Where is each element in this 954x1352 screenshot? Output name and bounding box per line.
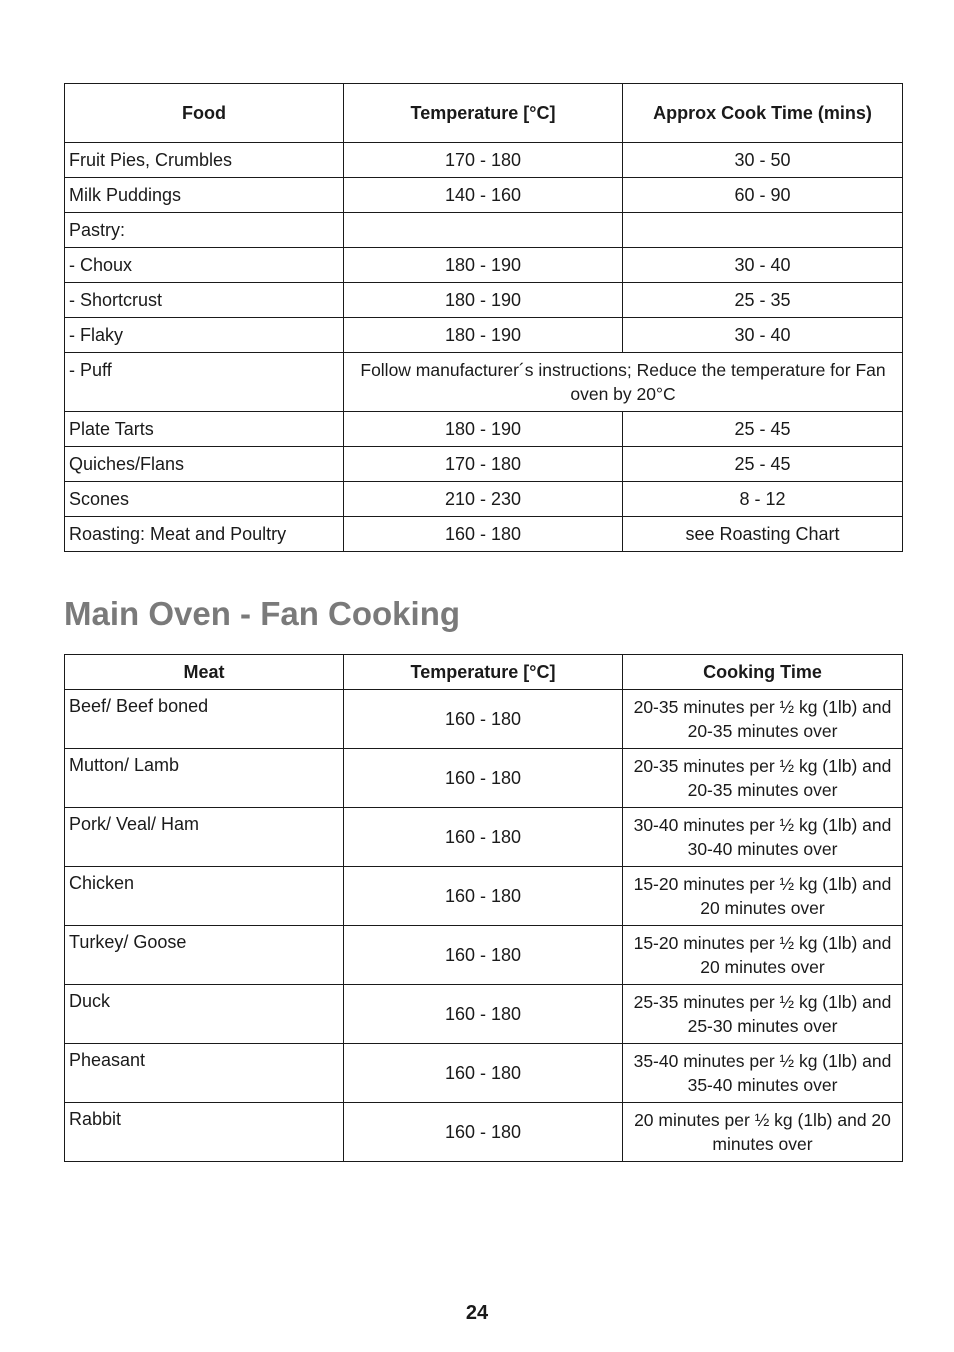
temperature-cell: 160 - 180 [344,749,623,808]
food-cell: Scones [65,482,344,517]
cooking-time-cell: 15-20 minutes per ½ kg (1lb) and 20 minutes over [623,926,903,985]
food-cell: Fruit Pies, Crumbles [65,143,344,178]
cook-time-cell: 60 - 90 [623,178,903,213]
food-cell: Roasting: Meat and Poultry [65,517,344,552]
cooking-time-cell: 15-20 minutes per ½ kg (1lb) and 20 minutes over [623,867,903,926]
table-row [65,248,903,283]
cooking-time-cell: 35-40 minutes per ½ kg (1lb) and 35-40 minutes over [623,1044,903,1103]
table-row [65,1103,903,1162]
food-cell: - Flaky [65,318,344,353]
temperature-cell: 160 - 180 [344,1044,623,1103]
header-food: Food [65,84,344,143]
header-cook-time: Approx Cook Time (mins) [623,84,903,143]
table-row [65,482,903,517]
table-row [65,1044,903,1103]
meat-cell: Beef/ Beef boned [65,690,344,749]
temperature-cell: 160 - 180 [344,985,623,1044]
meat-cell: Rabbit [65,1103,344,1162]
table-row [65,143,903,178]
table-row [65,867,903,926]
temperature-cell: 170 - 180 [344,143,623,178]
page-number: 24 [465,1302,489,1324]
roasting-table [64,654,903,1162]
cooking-time-cell: 20-35 minutes per ½ kg (1lb) and 20-35 minutes over [623,749,903,808]
baking-temperature-table [64,83,903,552]
cook-time-cell: 25 - 35 [623,283,903,318]
temperature-cell: 180 - 190 [344,412,623,447]
table-row [65,690,903,749]
food-cell: - Puff [65,353,344,412]
temperature-cell: 160 - 180 [344,690,623,749]
header-temperature: Temperature [°C] [344,655,623,690]
food-cell: Pastry: [65,213,344,248]
table-row [65,808,903,867]
cook-time-cell: 30 - 40 [623,248,903,283]
temperature-cell: 160 - 180 [344,867,623,926]
table-row [65,353,903,412]
table-row [65,412,903,447]
header-temperature: Temperature [°C] [344,84,623,143]
meat-cell: Pork/ Veal/ Ham [65,808,344,867]
cook-time-cell: 30 - 50 [623,143,903,178]
cook-time-cell: 25 - 45 [623,412,903,447]
temperature-cell: 160 - 180 [344,808,623,867]
temperature-cell: 180 - 190 [344,283,623,318]
temperature-cell: 140 - 160 [344,178,623,213]
table-row [65,213,903,248]
food-cell: Quiches/Flans [65,447,344,482]
table-row [65,447,903,482]
temperature-cell: 160 - 180 [344,1103,623,1162]
section-title: Main Oven - Fan Cooking [64,595,461,632]
temperature-cell: 180 - 190 [344,318,623,353]
cook-time-cell [623,213,903,248]
temperature-cell: 160 - 180 [344,517,623,552]
temperature-cell: 210 - 230 [344,482,623,517]
table-row [65,749,903,808]
cook-time-cell: 8 - 12 [623,482,903,517]
header-cooking-time: Cooking Time [623,655,903,690]
table-row [65,926,903,985]
food-cell: - Choux [65,248,344,283]
cook-time-cell: see Roasting Chart [623,517,903,552]
temperature-cell [344,213,623,248]
food-cell: Plate Tarts [65,412,344,447]
temperature-cell: 180 - 190 [344,248,623,283]
cooking-time-cell: 30-40 minutes per ½ kg (1lb) and 30-40 minutes over [623,808,903,867]
table-row [65,517,903,552]
cooking-time-cell: 20 minutes per ½ kg (1lb) and 20 minutes over [623,1103,903,1162]
meat-cell: Turkey/ Goose [65,926,344,985]
table-row [65,318,903,353]
temperature-cell: 170 - 180 [344,447,623,482]
meat-cell: Pheasant [65,1044,344,1103]
table-row [65,985,903,1044]
cook-time-cell: 25 - 45 [623,447,903,482]
table-header-row [65,655,903,690]
meat-cell: Chicken [65,867,344,926]
table-row [65,283,903,318]
meat-cell: Mutton/ Lamb [65,749,344,808]
temperature-cell: 160 - 180 [344,926,623,985]
puff-pastry-note: Follow manufacturer´s instructions; Reduce the temperature for Fan oven by 20°C [344,353,903,412]
food-cell: - Shortcrust [65,283,344,318]
meat-cell: Duck [65,985,344,1044]
cooking-time-cell: 20-35 minutes per ½ kg (1lb) and 20-35 minutes over [623,690,903,749]
cook-time-cell: 30 - 40 [623,318,903,353]
table-row [65,178,903,213]
food-cell: Milk Puddings [65,178,344,213]
header-meat: Meat [65,655,344,690]
cooking-time-cell: 25-35 minutes per ½ kg (1lb) and 25-30 minutes over [623,985,903,1044]
table-header-row [65,84,903,143]
